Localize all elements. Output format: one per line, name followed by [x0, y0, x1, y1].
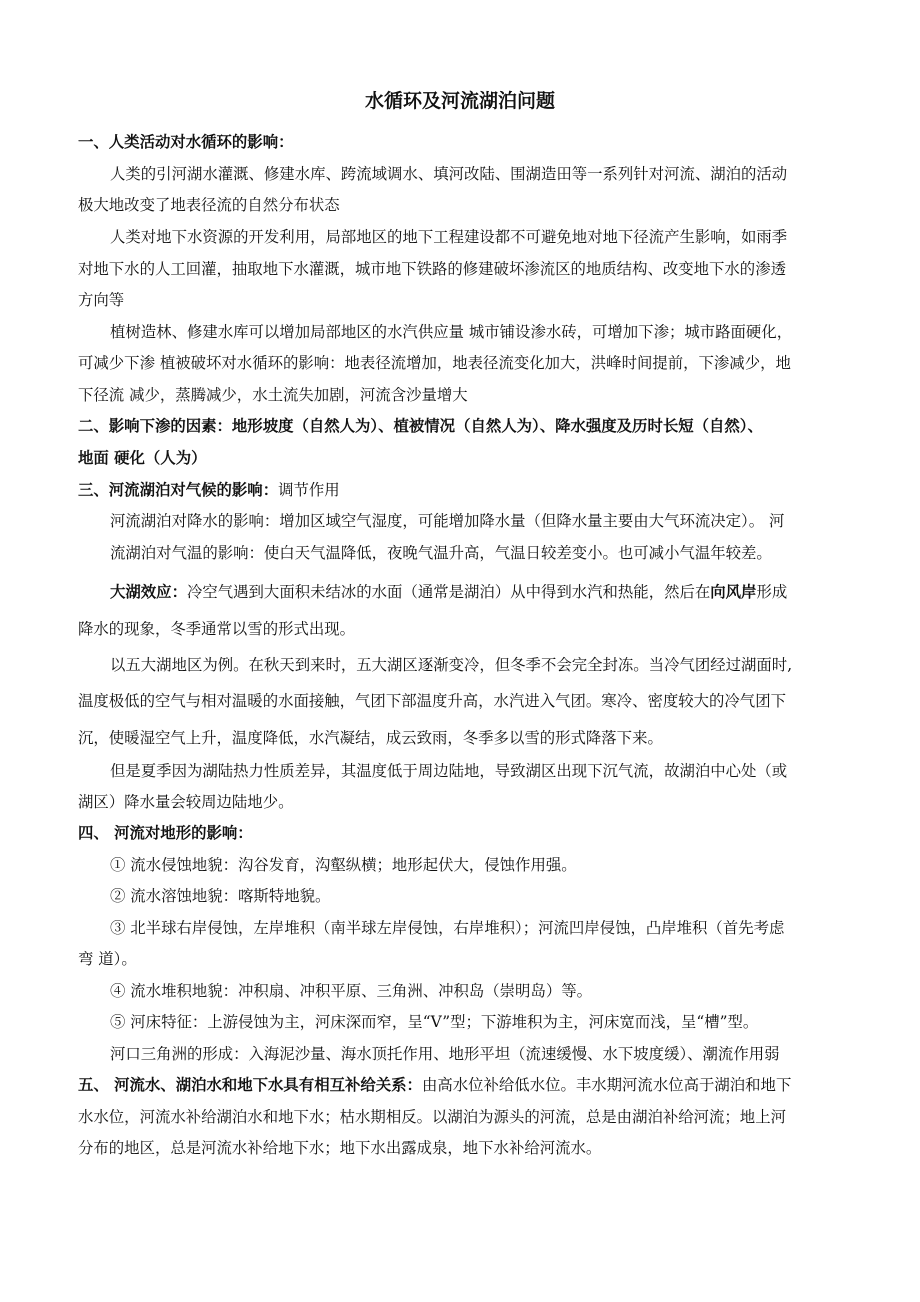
s1-p1-line-1: 人类的引河湖水灌溉、修建水库、跨流域调水、填河改陆、围湖造田等一系列针对河流、湖泊的活动: [110, 165, 788, 183]
s3-p2-line-3: 沉，使暖湿空气上升，温度降低，水汽凝结，成云致雨，冬季多以雪的形式降落下来。: [78, 729, 663, 747]
s1-p3-line-2: 可减少下渗 植被破坏对水循环的影响：地表径流增加，地表径流变化加大，洪峰时间提前，下渗减少，地: [78, 354, 791, 372]
s3-p3-line-1: 但是夏季因为湖陆热力性质差异，其温度低于周边陆地，导致湖区出现下沉气流，故湖泊中心处（或: [110, 762, 788, 780]
s3-p3-line-2: 湖区）降水量会较周边陆地少。: [78, 793, 294, 811]
section-5-line-1: [78, 1074, 791, 1096]
s4-delta: 河口三角洲的形成：入海泥沙量、海水顶托作用、地形平坦（流速缓慢、水下坡度缓）、潮流作用弱: [110, 1045, 780, 1063]
lake-effect-bold-word: 向风岸: [710, 583, 757, 601]
lake-effect-line-2: 降水的现象，冬季通常以雪的形式出现。: [78, 620, 356, 638]
s1-p2-line-2: 对地下水的人工回灌，抽取地下水灌溉，城市地下铁路的修建破坏渗流区的地质结构、改变地下水的渗透: [78, 260, 786, 278]
s4-item-2: ② 流水溶蚀地貌：喀斯特地貌。: [110, 887, 331, 905]
lake-effect-label: 大湖效应：: [110, 583, 187, 601]
s4-item-1: ① 流水侵蚀地貌：沟谷发育，沟壑纵横；地形起伏大，侵蚀作用强。: [110, 856, 577, 874]
section-2-line-2: 地面 硬化（人为）: [78, 449, 207, 467]
s4-item-3-cont: 弯 道）。: [78, 950, 137, 968]
s3-p1-line-1: 河流湖泊对降水的影响：增加区域空气湿度，可能增加降水量（但降水量主要由大气环流决定）。 河: [110, 512, 785, 530]
lake-effect-line-1: [110, 581, 787, 603]
s3-p2-line-1: 以五大湖地区为例。在秋天到来时，五大湖区逐渐变冷，但冬季不会完全封冻。当冷气团经过湖面时,: [110, 656, 793, 674]
section-5-heading: 五、 河流水、湖泊水和地下水具有相互补给关系：: [78, 1076, 422, 1094]
s1-p3-line-3: 下径流 减少，蒸腾减少，水土流失加剧，河流含沙量增大: [78, 386, 468, 404]
section-4-heading: 四、 河流对地形的影响：: [78, 824, 253, 842]
s3-p2-line-2: 温度极低的空气与相对温暖的水面接触，气团下部温度升高，水汽进入气团。寒冷、密度较大的冷气团下: [78, 692, 786, 710]
s3-p1-line-2: 流湖泊对气温的影响：使白天气温降低，夜晚气温升高，气温日较差变小。也可减小气温年较差。: [110, 544, 772, 562]
s1-p2-line-3: 方向等: [78, 291, 125, 309]
section-1-heading: 一、人类活动对水循环的影响：: [78, 133, 294, 151]
s1-p3-line-1: 植树造林、修建水库可以增加局部地区的水汽供应量 城市铺设渗水砖，可增加下渗；城市路面硬化，: [110, 323, 793, 341]
lake-effect-text-b: 形成: [756, 583, 788, 601]
s4-item-4: ④ 流水堆积地貌：冲积扇、冲积平原、三角洲、冲积岛（崇明岛）等。: [110, 982, 593, 1000]
s4-item-5: ⑤ 河床特征：上游侵蚀为主，河床深而窄，呈“V”型；下游堆积为主，河床宽而浅，呈“槽”型。: [110, 1013, 759, 1031]
s1-p1-line-2: 极大地改变了地表径流的自然分布状态: [78, 196, 340, 214]
section-3-heading: 三、河流湖泊对气候的影响：: [78, 481, 279, 499]
section-5-text-first: 由高水位补给低水位。丰水期河流水位高于湖泊和地下: [421, 1076, 792, 1094]
s1-p2-line-1: 人类对地下水资源的开发利用，局部地区的地下工程建设都不可避免地对地下径流产生影响，如雨季: [110, 228, 788, 246]
section-3-heading-tail: 调节作用: [278, 481, 340, 499]
section-5-line-3: 分布的地区，总是河流水补给地下水；地下水出露成泉，地下水补给河流水。: [78, 1139, 602, 1157]
section-2-line-1: 二、影响下渗的因素：地形坡度（自然人为）、植被情况（自然人为）、降水强度及历时长短（自然）、: [78, 417, 763, 435]
section-3-heading-line: [78, 479, 340, 501]
section-5-line-2: 水水位，河流水补给湖泊水和地下水；枯水期相反。以湖泊为源头的河流，总是由湖泊补给河流；地上河: [78, 1108, 786, 1126]
page-title: 水循环及河流湖泊问题: [364, 90, 555, 112]
s4-item-3: ③ 北半球右岸侵蚀，左岸堆积（南半球左岸侵蚀，右岸堆积）；河流凹岸侵蚀，凸岸堆积（首先考虑: [110, 919, 785, 937]
lake-effect-text-a: 冷空气遇到大面积未结冰的水面（通常是湖泊）从中得到水汽和热能，然后在: [186, 583, 711, 601]
